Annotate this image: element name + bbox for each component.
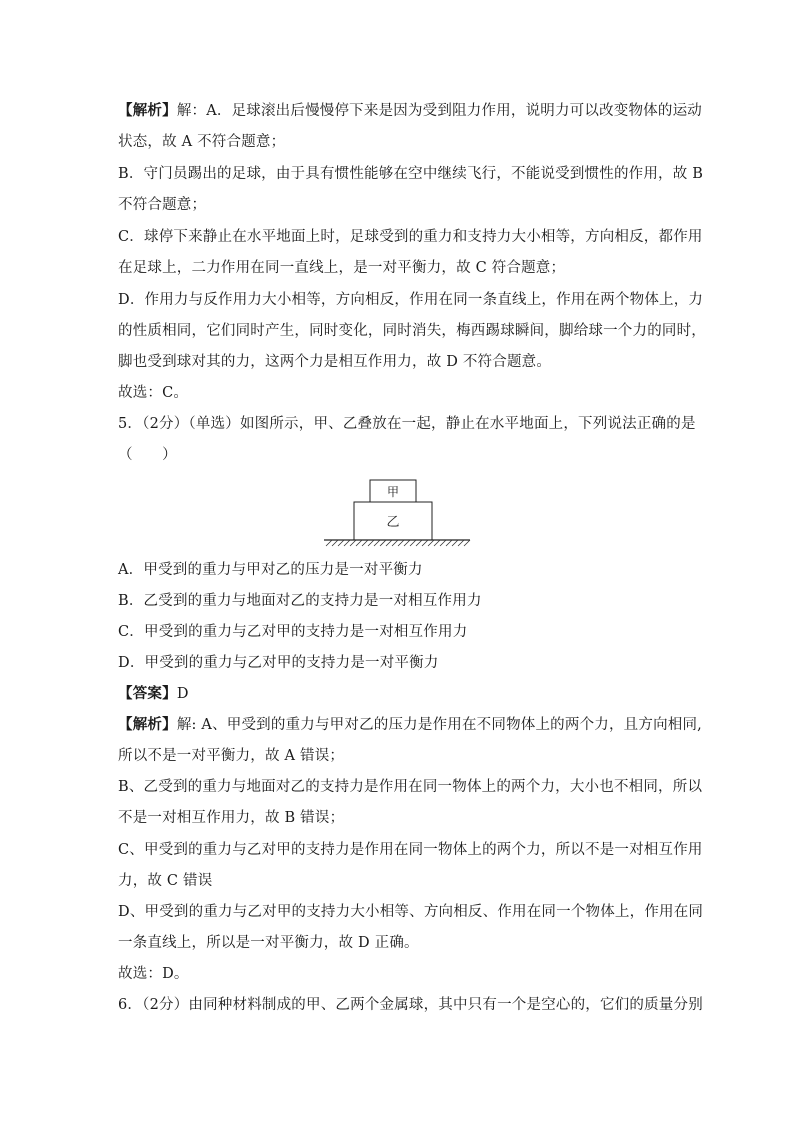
option-d: D．甲受到的重力与乙对甲的支持力是一对平衡力 bbox=[118, 655, 439, 671]
question6-stem: 6．（2分）由同种材料制成的甲、乙两个金属球，其中只有一个是空心的，它们的质量分别 bbox=[118, 997, 703, 1013]
analysis-line: B．守门员踢出的足球，由于具有惯性能够在空中继续飞行，不能说受到惯性的作用，故 B bbox=[118, 166, 704, 182]
block-jia-label: 甲 bbox=[386, 485, 400, 499]
analysis-line: C、甲受到的重力与乙对甲的支持力是作用在同一物体上的两个力，所以不是一对相互作用 bbox=[118, 842, 703, 858]
option-c: C．甲受到的重力与乙对甲的支持力是一对相互作用力 bbox=[118, 624, 468, 640]
question5-blank: （ ） bbox=[118, 447, 177, 463]
analysis-line: 一条直线上，所以是一对平衡力，故 D 正确。 bbox=[118, 935, 419, 951]
analysis-first-line bbox=[118, 101, 702, 121]
analysis-line: 不是一对相互作用力，故 B 错误； bbox=[118, 810, 345, 826]
tag-close-bracket: 】 bbox=[162, 716, 177, 733]
analysis-tag: 解析 bbox=[132, 716, 163, 733]
analysis-line: 脚也受到球对其的力，这两个力是相互作用力，故 D 不符合题意。 bbox=[118, 354, 552, 370]
tag-open-bracket: 【 bbox=[118, 685, 133, 702]
analysis-line: 所以不是一对平衡力，故 A 错误； bbox=[118, 748, 345, 764]
analysis-line: C．球停下来静止在水平地面上时，足球受到的重力和支持力大小相等，方向相反，都作用 bbox=[118, 229, 703, 245]
option-a: A．甲受到的重力与甲对乙的压力是一对平衡力 bbox=[118, 562, 423, 578]
analysis-line: D．作用力与反作用力大小相等，方向相反，作用在同一条直线上，作用在两个物体上，力 bbox=[118, 292, 704, 308]
analysis-first-line bbox=[118, 715, 702, 735]
block-yi-label: 乙 bbox=[386, 515, 400, 530]
analysis-line: 力，故 C 错误 bbox=[118, 873, 213, 889]
ground-hatch bbox=[326, 540, 470, 546]
analysis-text: 解: A、甲受到的重力与甲对乙的压力是作用在不同物体上的两个力，且方向相同, bbox=[176, 717, 702, 733]
answer-value: D bbox=[176, 686, 189, 702]
analysis-line: 不符合题意； bbox=[118, 197, 207, 213]
analysis-tag: 解析 bbox=[132, 102, 163, 119]
analysis-line: 在足球上，二力作用在同一直线上，是一对平衡力，故 C 符合题意； bbox=[118, 260, 566, 276]
tag-close-bracket: 】 bbox=[162, 685, 177, 702]
analysis-line: 状态，故 A 不符合题意； bbox=[118, 134, 286, 150]
tag-open-bracket: 【 bbox=[118, 102, 133, 119]
analysis-line: 的性质相同，它们同时产生，同时变化，同时消失，梅西踢球瞬间，脚给球一个力的同时， bbox=[118, 323, 706, 339]
question5-stem: 5．（2分）（单选）如图所示，甲、乙叠放在一起，静止在水平地面上，下列说法正确的是 bbox=[118, 416, 696, 432]
analysis-line: B、乙受到的重力与地面对乙的支持力是作用在同一物体上的两个力，大小也不相同，所以 bbox=[118, 779, 703, 795]
option-b: B．乙受到的重力与地面对乙的支持力是一对相互作用力 bbox=[118, 593, 482, 609]
tag-open-bracket: 【 bbox=[118, 716, 133, 733]
analysis-text: 解：A．足球滚出后慢慢停下来是因为受到阻力作用，说明力可以改变物体的运动 bbox=[176, 103, 702, 119]
answer-tag: 答案 bbox=[132, 685, 163, 702]
answer-line bbox=[118, 684, 189, 704]
analysis-line: D、甲受到的重力与乙对甲的支持力大小相等、方向相反、作用在同一个物体上，作用在同 bbox=[118, 904, 704, 920]
analysis-conclusion: 故选：C。 bbox=[118, 385, 189, 401]
analysis-conclusion: 故选：D。 bbox=[118, 966, 189, 982]
stacked-blocks-figure bbox=[320, 476, 475, 548]
tag-close-bracket: 】 bbox=[162, 102, 177, 119]
